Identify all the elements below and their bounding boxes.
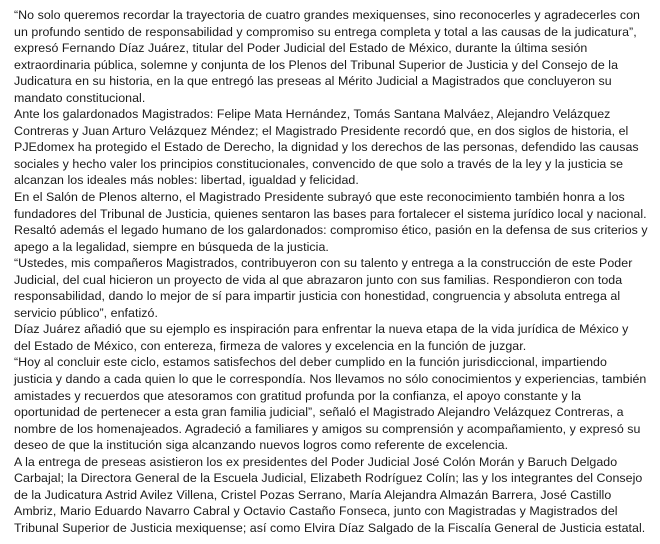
paragraph-founders-tribute: En el Salón de Plenos alterno, el Magistrado Presidente subrayó que este reconocimiento también honra a los fundadores del Tribunal de Justicia, quienes sentaron las bases para fortalecer el sistema jurídico local y nacional. — [14, 190, 647, 221]
paragraph-opening-quote: “No solo queremos recordar la trayectoria de cuatro grandes mexiquenses, sino reconocerles y agradecerles con un profundo sentido de responsabilidad y compromiso su entrega completa y total a las causas de la judicatura”, expresó Fernando Díaz Juárez, titular del Poder Judicial del Estado de México, durante la última sesión extraordinaria pública, solemne y conjunta de los Plenos del Tribunal Superior de Justicia y del Consejo de la Judicatura en su historia, en la que entregó las preseas al Mérito Judicial a Magistrados que concluyeron su mandato constitucional. — [14, 8, 640, 105]
paragraph-human-legacy: Resaltó además el legado humano de los galardonados: compromiso ético, pasión en la defensa de sus criterios y apego a la legalidad, siempre en búsqueda de la justicia. — [14, 223, 648, 254]
paragraph-attendees: A la entrega de preseas asistieron los ex presidentes del Poder Judicial José Colón Morán y Baruch Delgado Carbajal; la Directora General de la Escuela Judicial, Elizabeth Rodríguez Colín; las y los integrantes del Consejo de la Judicatura Astrid Avilez Villena, Cristel Pozas Serrano, María Alejandra Almazán Barrera, José Castillo Ambriz, Mario Eduardo Navarro Cabral y Octavio Castaño Fonseca, junto con Magistradas y Magistrados del Tribunal Superior de Justicia mexiquense; así como Elvira Díaz Salgado de la Fiscalía General de Justicia estatal. — [14, 454, 646, 535]
paragraph-awardees: Ante los galardonados Magistrados: Felipe Mata Hernández, Tomás Santana Malváez, Alejandro Velázquez Contreras y Juan Arturo Velázquez Méndez; el Magistrado Presidente recordó que, en dos siglos de historia, el PJEdomex ha protegido el Estado de Derecho, la dignidad y los derechos de las personas, defendido las causas sociales y hecho valer los principios constitucionales, convencido de que solo a través de la ley y la justicia se alcanzan los ideales más nobles: libertad, igualdad y felicidad. — [14, 107, 639, 188]
paragraph-inspiration: Díaz Juárez añadió que su ejemplo es inspiración para enfrentar la nueva etapa de la vida jurídica de México y del Estado de México, con entereza, firmeza de valores y excelencia en la función de juzgar. — [14, 322, 629, 353]
paragraph-colleagues-quote: “Ustedes, mis compañeros Magistrados, contribuyeron con su talento y entrega a la construcción de este Poder Judicial, del cual hicieron un proyecto de vida al que abrazaron junto con sus familias. Respondieron con toda responsabilidad, dando lo mejor de sí para impartir justicia con honestidad, congruencia y absoluta entrega al servicio público”, enfatizó. — [14, 256, 633, 320]
paragraph-closing-quote: “Hoy al concluir este ciclo, estamos satisfechos del deber cumplido en la función jurisdiccional, impartiendo justicia y dando a cada quien lo que le correspondía. Nos llevamos no sólo conocimientos y experiencias, también amistades y recuerdos que atesoramos con gratitud profunda por la confianza, el apoyo constante y la oportunidad de pertenecer a esta gran familia judicial”, señaló el Magistrado Alejandro Velázquez Contreras, a nombre de los homenajeados. Agradeció a familiares y amigos su comprensión y acompañamiento, y expresó su deseo de que la institución siga alcanzando nuevos logros como referente de excelencia. — [14, 355, 647, 453]
